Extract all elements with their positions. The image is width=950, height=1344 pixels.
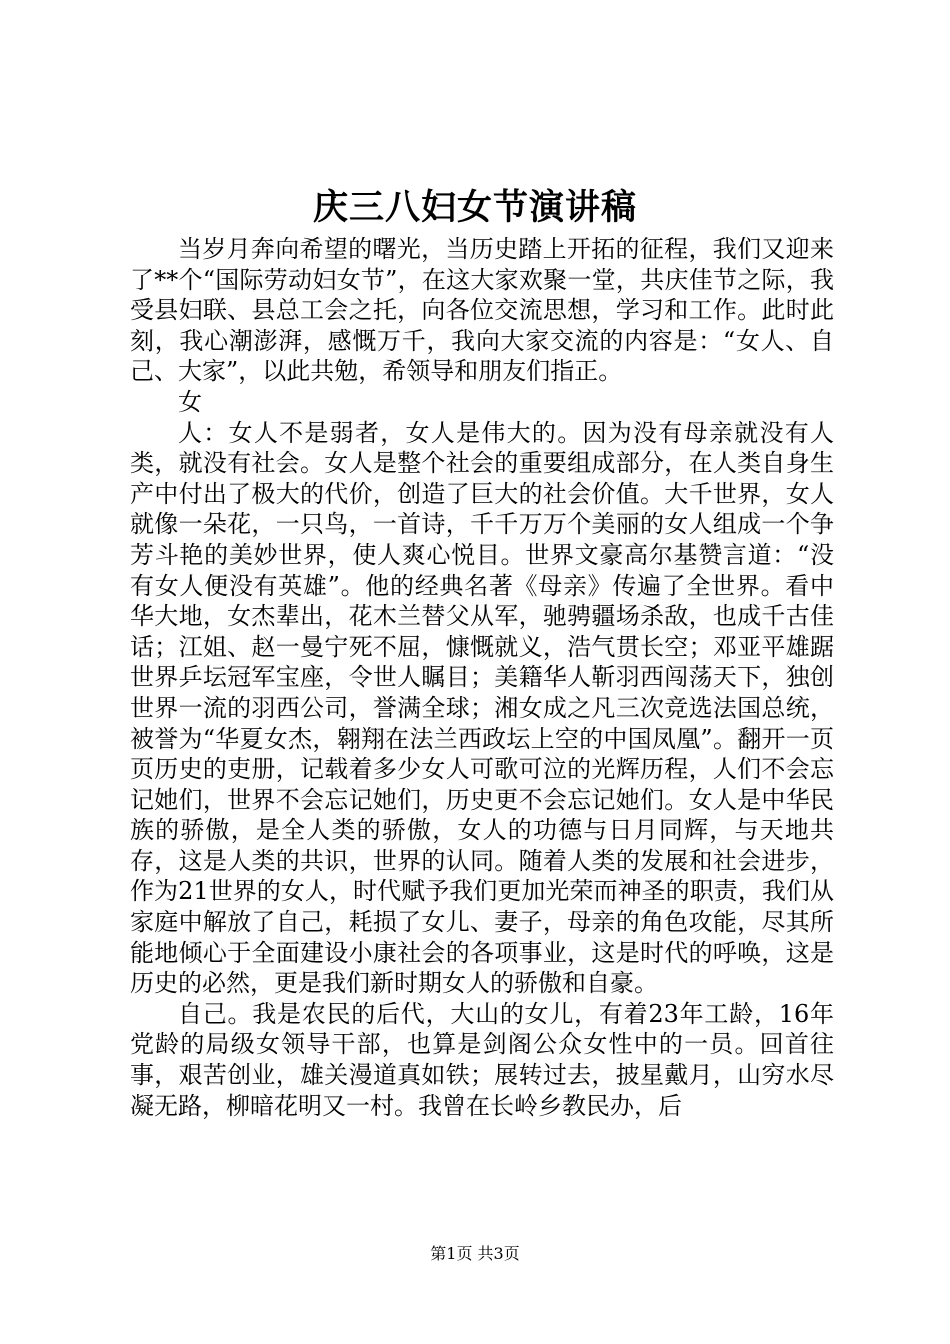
page-footer: 第1页 共3页 [430, 1244, 520, 1263]
page-title: 庆三八妇女节演讲稿 [312, 187, 637, 228]
document-body [130, 234, 834, 1121]
paragraph-women: 人：女人不是弱者，女人是伟大的。因为没有母亲就没有人类，就没有社会。女人是整个社会的重要组成部分，在人类自身生产中付出了极大的代价，创造了巨大的社会价值。大千世界，女人就像一朵花，一只鸟，一首诗，千千万万个美丽的女人组成一个争芳斗艳的美妙世界，使人爽心悦目。世界文豪高尔基赞言道：“没有女人便没有英雄”。他的经典名著《母亲》传遍了全世界。看中华大地，女杰辈出，花木兰替父从军，驰骋疆场杀敌，也成千古佳话；江姐、赵一曼宁死不屈，慷慨就义，浩气贯长空；邓亚平雄踞世界乒坛冠军宝座，令世人瞩目；美籍华人靳羽西闯荡天下，独创世界一流的羽西公司，誉满全球；湘女成之凡三次竞选法国总统，被誉为“华夏女杰，翱翔在法兰西政坛上空的中国凤凰”。翻开一页页历史的吏册，记载着多少女人可歌可泣的光辉历程，人们不会忘记她们，世界不会忘记她们，历史更不会忘记她们。女人是中华民族的骄傲，是全人类的骄傲，女人的功德与日月同辉，与天地共存，这是人类的共识，世界的认同。随着人类的发展和社会进步，作为21世界的女人，时代赋予我们更加光荣而神圣的职责，我们从家庭中解放了自己，耗损了女儿、妻子，母亲的角色攻能，尽其所能地倾心于全面建设小康社会的各项事业，这是时代的呼唤，这是历史的必然，更是我们新时期女人的骄傲和自豪。 [130, 418, 834, 998]
paragraph-intro: 当岁月奔向希望的曙光，当历史踏上开拓的征程，我们又迎来了**个“国际劳动妇女节”，在这大家欢聚一堂，共庆佳节之际，我受县妇联、县总工会之托，向各位交流思想，学习和工作。此时此刻，我心潮澎湃，感慨万千，我向大家交流的内容是：“女人、自己、大家”，以此共勉，希领导和朋友们指正。 [130, 235, 834, 386]
paragraph-heading-fragment: 女 [178, 387, 202, 416]
paragraph-self: 自己。我是农民的后代，大山的女儿，有着23年工龄，16年党龄的局级女领导干部，也算是剑阁公众女性中的一员。回首往事，艰苦创业，雄关漫道真如铁；展转过去，披星戴月，山穷水尽凝无路，柳暗花明又一村。我曾在长岭乡教民办，后 [130, 999, 834, 1120]
